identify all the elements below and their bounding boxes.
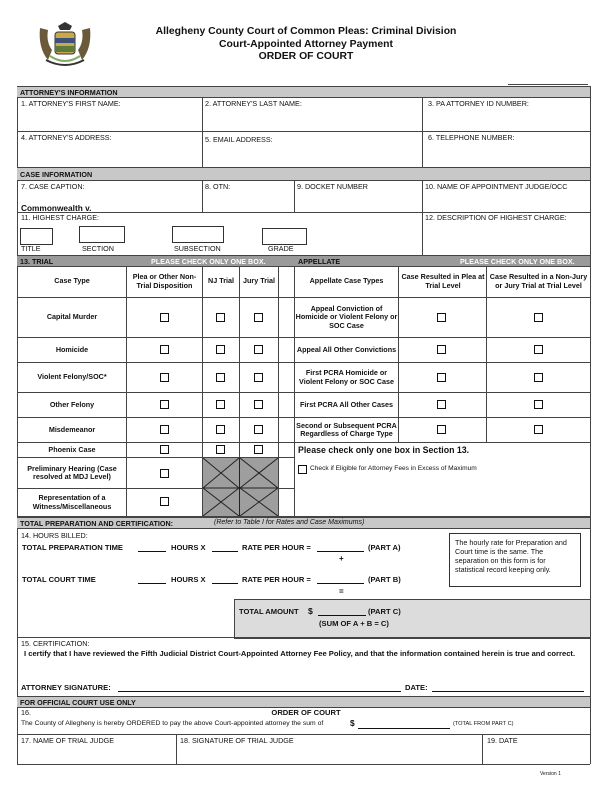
attorney-last-name-field[interactable]: 2. ATTORNEY'S LAST NAME: [205, 99, 302, 108]
plus-sign: + [339, 554, 344, 563]
checkbox-phoenix-plea[interactable] [160, 445, 169, 454]
checkbox-violent-nj[interactable] [216, 373, 225, 382]
grade-input[interactable] [262, 228, 307, 245]
prep-hours-label: HOURS X [171, 543, 206, 552]
checkbox-witness-plea[interactable] [160, 497, 169, 506]
version-label: Version 1 [540, 771, 561, 777]
checkbox-pcra-other-plea[interactable] [437, 400, 446, 409]
checkbox-appeal-homicide-trial[interactable] [534, 313, 543, 322]
attorney-section-header [17, 86, 590, 98]
court-rate-label: RATE PER HOUR = [242, 575, 311, 584]
form-title: Court-Appointed Attorney Payment [219, 38, 393, 50]
case-type-preliminary-hearing: Preliminary Hearing (Case resolved at MDJ Level) [27, 463, 117, 481]
appeal-other-row: Appeal All Other Convictions [296, 344, 397, 354]
hourly-rate-note: The hourly rate for Preparation and Court time is the same. The separation on this form is for statistical record keeping only. [455, 538, 567, 574]
official-section-label: FOR OFFICIAL COURT USE ONLY [20, 698, 136, 707]
prep-time-label: TOTAL PREPARATION TIME [22, 543, 123, 552]
checkbox-pcra-homicide-trial[interactable] [534, 373, 543, 382]
prep-rate-label: RATE PER HOUR = [242, 543, 311, 552]
court-time-label: TOTAL COURT TIME [22, 575, 96, 584]
title-input[interactable] [20, 228, 53, 245]
docket-number-field[interactable]: 9. DOCKET NUMBER [297, 182, 368, 191]
checkbox-excess-fees[interactable] [298, 465, 307, 474]
total-amount-box [234, 599, 590, 639]
certification-text: I certify that I have reviewed the Fifth Judicial District Court-Appointed Attorney Fee Policy, and that the information contained herein is true and correct. [24, 649, 576, 658]
checkbox-pcra-subsequent-plea[interactable] [437, 425, 446, 434]
order-text: The County of Allegheny is hereby ORDERED to pay the above Court-appointed attorney the sum of [21, 720, 324, 727]
trial-judge-name-field[interactable]: 17. NAME OF TRIAL JUDGE [21, 736, 115, 745]
jury-trial-header: Jury Trial [243, 276, 275, 286]
subsection-input[interactable] [172, 226, 224, 243]
case-caption-value: Commonwealth v. [21, 203, 92, 213]
case-type-misdemeanor: Misdemeanor [48, 424, 96, 434]
case-type-header: Case Type [54, 276, 90, 286]
part-c-label: (PART C) [368, 607, 401, 616]
checkbox-appeal-other-plea[interactable] [437, 345, 446, 354]
attorney-section-label: ATTORNEY'S INFORMATION [20, 88, 118, 97]
order-dollar-sign: $ [350, 718, 355, 728]
checkbox-capital-nj[interactable] [216, 313, 225, 322]
court-hours-label: HOURS X [171, 575, 206, 584]
attorney-id-field[interactable]: 3. PA ATTORNEY ID NUMBER: [428, 99, 529, 108]
case-section-header [17, 167, 590, 181]
field-16-label: 16. [21, 708, 31, 717]
part-a-label: (PART A) [368, 543, 401, 552]
case-type-phoenix: Phoenix Case [48, 444, 96, 454]
checkbox-violent-jury[interactable] [254, 373, 263, 382]
order-title: ORDER OF COURT [258, 51, 354, 62]
nj-trial-header: NJ Trial [208, 276, 234, 286]
plea-header: Plea or Other Non-Trial Disposition [132, 272, 197, 290]
email-field[interactable]: 5. EMAIL ADDRESS: [205, 135, 273, 144]
disabled-cells-block [203, 458, 278, 516]
total-dollar-sign: $ [308, 606, 313, 616]
part-b-label: (PART B) [368, 575, 401, 584]
totals-section-label: TOTAL PREPARATION AND CERTIFICATION: [20, 519, 174, 528]
attorney-address-field[interactable]: 4. ATTORNEY'S ADDRESS: [21, 133, 112, 142]
hourly-rate-note-box [449, 533, 581, 587]
checkbox-capital-plea[interactable] [160, 313, 169, 322]
case-type-homicide: Homicide [55, 344, 89, 354]
checkbox-violent-plea[interactable] [160, 373, 169, 382]
hours-billed-label: 14. HOURS BILLED: [21, 531, 88, 540]
certification-label: 15. CERTIFICATION: [21, 639, 90, 648]
equals-sign: = [339, 587, 344, 596]
official-section-header [17, 696, 590, 708]
checkbox-preliminary-plea[interactable] [160, 469, 169, 478]
from-part-c-label: (TOTAL FROM PART C) [453, 721, 514, 727]
telephone-field[interactable]: 6. TELEPHONE NUMBER: [428, 133, 515, 142]
appeal-homicide-row: Appeal Conviction of Homicide or Violent Felony or SOC Case [295, 304, 398, 330]
case-caption-field[interactable]: 7. CASE CAPTION: [21, 182, 85, 191]
court-title: Allegheny County Court of Common Pleas: Criminal Division [155, 26, 457, 37]
case-type-other-felony: Other Felony [49, 399, 95, 409]
pcra-homicide-row: First PCRA Homicide or Violent Felony or SOC Case [299, 368, 394, 386]
checkbox-other-felony-jury[interactable] [254, 400, 263, 409]
charge-description-field[interactable]: 12. DESCRIPTION OF HIGHEST CHARGE: [425, 213, 567, 222]
plea-at-trial-header: Case Resulted in Plea at Trial Level [401, 272, 485, 290]
checkbox-misdemeanor-nj[interactable] [216, 425, 225, 434]
section-input[interactable] [79, 226, 125, 243]
checkbox-misdemeanor-jury[interactable] [254, 425, 263, 434]
pcra-subsequent-row: Second or Subsequent PCRA Regardless of Charge Type [296, 420, 397, 438]
checkbox-appeal-other-trial[interactable] [534, 345, 543, 354]
total-amount-label: TOTAL AMOUNT [239, 607, 299, 616]
checkbox-appeal-homicide-plea[interactable] [437, 313, 446, 322]
checkbox-pcra-other-trial[interactable] [534, 400, 543, 409]
checkbox-homicide-nj[interactable] [216, 345, 225, 354]
pcra-other-row: First PCRA All Other Cases [300, 399, 393, 409]
subsection-label: SUBSECTION [174, 244, 221, 253]
checkbox-phoenix-nj[interactable] [216, 445, 225, 454]
checkbox-pcra-subsequent-trial[interactable] [534, 425, 543, 434]
appointment-judge-field[interactable]: 10. NAME OF APPOINTMENT JUDGE/OCC [425, 182, 568, 191]
date-label: DATE: [405, 683, 428, 692]
checkbox-pcra-homicide-plea[interactable] [437, 373, 446, 382]
seal-icon [36, 20, 94, 70]
highest-charge-label: 11. HIGHEST CHARGE: [21, 213, 100, 222]
trial-note: PLEASE CHECK ONLY ONE BOX. [151, 257, 266, 266]
checkbox-other-felony-nj[interactable] [216, 400, 225, 409]
section-label: SECTION [82, 244, 114, 253]
checkbox-capital-jury[interactable] [254, 313, 263, 322]
order-of-court-label: ORDER OF COURT [271, 708, 341, 717]
checkbox-other-felony-plea[interactable] [160, 400, 169, 409]
appellate-case-types-header: Appellate Case Types [309, 276, 384, 286]
otn-field[interactable]: 8. OTN: [205, 182, 231, 191]
appellate-label: APPELLATE [298, 257, 341, 266]
title-label: TITLE [21, 244, 41, 253]
excess-fees-label: Check if Eligible for Attorney Fees in Excess of Maximum [310, 465, 477, 472]
case-type-capital-murder: Capital Murder [46, 312, 98, 322]
trial-label: 13. TRIAL [20, 257, 54, 266]
jury-trial-level-header: Case Resulted in a Non-Jury or Jury Trial at Trial Level [489, 272, 588, 290]
trial-judge-signature-field[interactable]: 18. SIGNATURE OF TRIAL JUDGE [180, 736, 294, 745]
sum-label: (SUM OF A + B = C) [319, 619, 389, 628]
case-type-witness: Representation of a Witness/Miscellaneous [32, 493, 112, 511]
checkbox-homicide-plea[interactable] [160, 345, 169, 354]
grade-label: GRADE [268, 244, 294, 253]
case-type-violent-felony: Violent Felony/SOC* [37, 372, 107, 382]
attorney-first-name-field[interactable]: 1. ATTORNEY'S FIRST NAME: [21, 99, 121, 108]
case-section-label: CASE INFORMATION [20, 170, 93, 179]
totals-section-note: (Refer to Table I for Rates and Case Maximums) [214, 519, 365, 526]
appellate-note: PLEASE CHECK ONLY ONE BOX. [460, 257, 575, 266]
checkbox-homicide-jury[interactable] [254, 345, 263, 354]
totals-section-header [17, 517, 590, 529]
checkbox-misdemeanor-plea[interactable] [160, 425, 169, 434]
attorney-signature-label: ATTORNEY SIGNATURE: [21, 683, 111, 692]
judge-date-field[interactable]: 19. DATE [487, 736, 518, 745]
check-one-note: Please check only one box in Section 13. [298, 445, 470, 455]
checkbox-phoenix-jury[interactable] [254, 445, 263, 454]
